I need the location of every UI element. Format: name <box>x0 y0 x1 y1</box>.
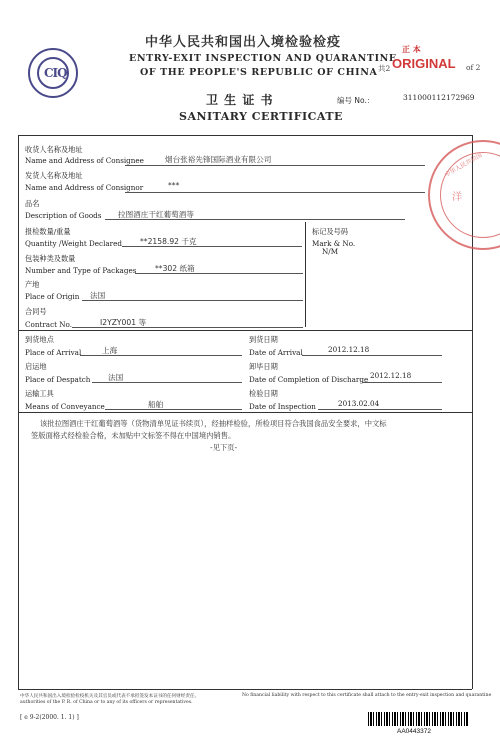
cert-number-label: 编号 No.： <box>337 96 375 105</box>
inspection-value: 2013.02.04 <box>338 399 380 408</box>
title-en: SANITARY CERTIFICATE <box>179 110 343 123</box>
marks-label-cn: 标记及号码 <box>312 227 348 236</box>
official-seal-stamp <box>428 140 500 250</box>
org-name-cn: 中华人民共和国出入境检验检疫 <box>145 35 342 50</box>
marks-divider <box>305 222 306 327</box>
goods-underline <box>105 219 405 220</box>
discharge-underline <box>362 382 442 383</box>
quantity-label-en: Quantity /Weight Declared <box>25 239 122 248</box>
statement-line3: -见下页- <box>210 443 238 452</box>
contract-underline <box>72 327 303 328</box>
ciq-logo-ring <box>37 57 69 89</box>
original-stamp-en: ORIGINAL <box>392 56 456 71</box>
arrival-date-underline <box>302 355 442 356</box>
consignee-label-en: Name and Address of Consignee <box>25 156 144 165</box>
seal-text-top: 中华人民共和国 <box>443 151 484 179</box>
ciq-logo-text: CIQ <box>44 66 67 80</box>
consignor-underline <box>125 192 425 193</box>
original-stamp-cn: 正 本 <box>402 45 421 54</box>
seal-text-center: 洋 <box>452 192 462 203</box>
goods-label-en: Description of Goods <box>25 211 102 220</box>
section-divider-1 <box>18 330 472 331</box>
arrival-place-value: 上海 <box>102 346 118 355</box>
statement-line2: 签版面格式经检验合格，未加贴中文标签不得在中国境内销售。 <box>31 431 236 440</box>
origin-underline <box>82 300 303 301</box>
marks-value: N/M <box>322 247 339 256</box>
despatch-label-cn: 启运地 <box>25 362 47 371</box>
despatch-underline <box>92 382 242 383</box>
discharge-label-cn: 卸毕日期 <box>249 362 278 371</box>
org-name-en-line2: OF THE PEOPLE'S REPUBLIC OF CHINA <box>140 67 378 78</box>
disclaimer-cn: 中华人民共和国出入境检验检疫机关及其官员或代表不承担签发本证书的任何财经责任。 <box>20 694 200 699</box>
org-name-en-line1: ENTRY-EXIT INSPECTION AND QUARANTINE <box>129 53 397 64</box>
conveyance-value: 船舶 <box>148 400 164 409</box>
consignee-underline <box>125 165 425 166</box>
title-cn: 卫 生 证 书 <box>206 93 274 107</box>
arrival-date-label-cn: 到货日期 <box>249 335 278 344</box>
form-code: [ e 9-2(2000. 1. 1) ] <box>20 714 79 721</box>
arrival-place-label-en: Place of Arrival <box>25 348 82 357</box>
origin-label-cn: 产地 <box>25 280 40 289</box>
marks-label-en: Mark & No. <box>312 239 356 248</box>
goods-label-cn: 品名 <box>25 199 40 208</box>
footer-divider <box>18 689 472 690</box>
quantity-label-cn: 报检数量/重量 <box>25 227 71 236</box>
contract-label-en: Contract No. <box>25 320 73 329</box>
discharge-label-en: Date of Completion of Discharge <box>249 375 369 384</box>
consignor-value: *** <box>168 181 180 190</box>
arrival-date-value: 2012.12.18 <box>328 345 370 354</box>
packages-value: **302 纸箱 <box>155 264 195 273</box>
conveyance-label-en: Means of Conveyance <box>25 402 105 411</box>
packages-underline <box>135 273 303 274</box>
consignee-label-cn: 收货人名称及地址 <box>25 145 83 154</box>
arrival-date-label-en: Date of Arrival <box>249 348 303 357</box>
ciq-logo <box>28 48 78 98</box>
page-count-suffix: of 2 <box>466 63 481 72</box>
conveyance-label-cn: 运输工具 <box>25 389 54 398</box>
goods-value: 拉图酒庄干红葡萄酒等 <box>118 210 194 219</box>
origin-label-en: Place of Origin <box>25 292 80 301</box>
discharge-value: 2012.12.18 <box>370 371 412 380</box>
despatch-label-en: Place of Despatch <box>25 375 91 384</box>
quantity-value: **2158.92 千克 <box>140 237 197 246</box>
disclaimer-en-line2: authorities of the P. R. of China or to any of its officers or representatives. <box>20 700 193 705</box>
conveyance-underline <box>105 409 242 410</box>
packages-label-en: Number and Type of Packages <box>25 266 137 275</box>
arrival-place-label-cn: 到货地点 <box>25 335 54 344</box>
page-count-prefix: 共2 <box>378 64 391 73</box>
section-divider-2 <box>18 412 472 413</box>
packages-label-cn: 包装种类及数量 <box>25 254 76 263</box>
serial-barcode <box>368 712 468 726</box>
disclaimer-en-line1: No financial liability with respect to this certificate shall attach to the entry-exit inspection and quarantine <box>242 693 492 698</box>
arrival-place-underline <box>80 355 242 356</box>
despatch-value: 法国 <box>108 373 124 382</box>
frame-top-line <box>18 135 472 136</box>
inspection-label-cn: 检验日期 <box>249 389 278 398</box>
inspection-label-en: Date of Inspection <box>249 402 316 411</box>
serial-number: AA0443372 <box>397 728 431 735</box>
cert-number-value: 311000112172969 <box>403 93 475 102</box>
statement-line1: 该批拉图酒庄干红葡萄酒等（货物清单见证书续页），经抽样检验，所检项目符合我国食品安全要求，中文标 <box>40 419 387 428</box>
consignor-label-cn: 发货人名称及地址 <box>25 171 83 180</box>
consignee-value: 烟台张裕先锋国际酒业有限公司 <box>165 155 272 164</box>
contract-value: I2YZY001 等 <box>100 318 147 327</box>
origin-value: 法国 <box>90 291 106 300</box>
inspection-underline <box>318 409 442 410</box>
consignor-label-en: Name and Address of Consignor <box>25 183 144 192</box>
quantity-underline <box>122 246 302 247</box>
contract-label-cn: 合同号 <box>25 307 47 316</box>
